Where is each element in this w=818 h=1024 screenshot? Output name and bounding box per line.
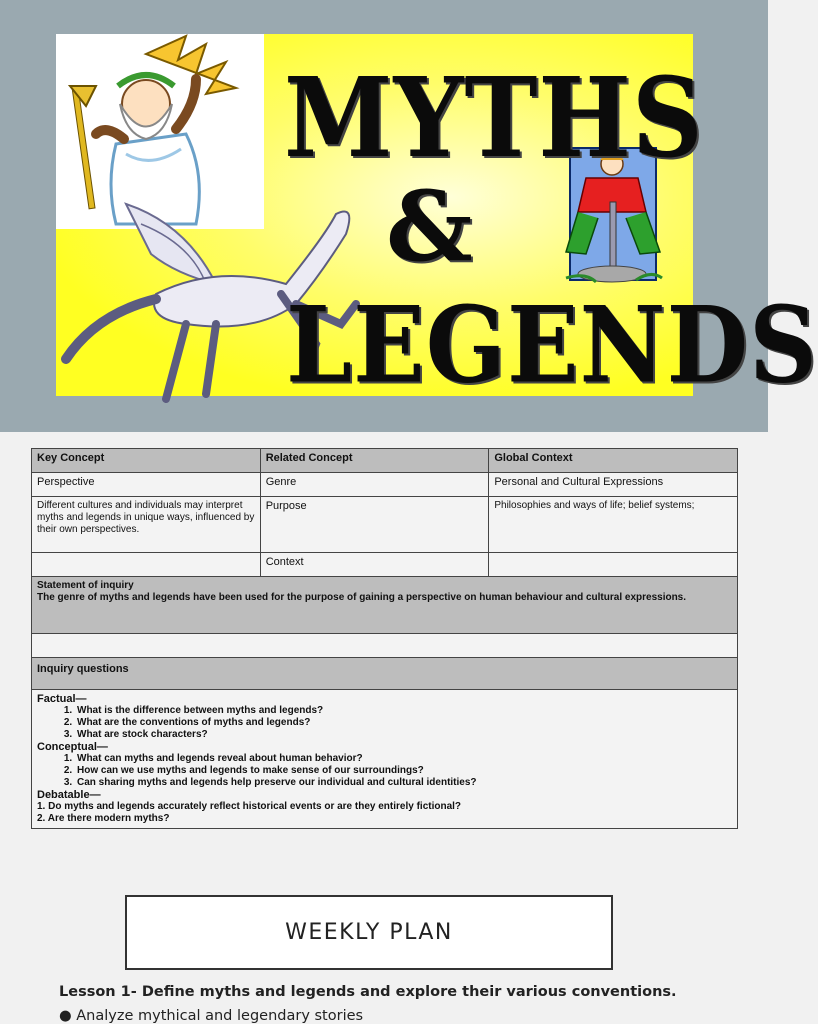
table-cell: Purpose (260, 497, 489, 553)
factual-label: Factual— (37, 693, 87, 705)
table-header-row (32, 449, 738, 473)
table-cell: Context (260, 553, 489, 577)
questions-row (32, 690, 738, 829)
weekly-plan-heading: WEEKLY PLAN (125, 895, 613, 970)
banner-title-ampersand: & (386, 170, 474, 283)
header-related-concept: Related Concept (260, 449, 489, 473)
debatable-label: Debatable— (37, 789, 101, 801)
statement-label: Statement of inquiry (37, 580, 134, 591)
myths-legends-banner (56, 34, 818, 408)
table-cell: Perspective (32, 473, 261, 497)
lesson-1-heading: Lesson 1- Define myths and legends and explore their various conventions. (59, 984, 677, 1000)
table-cell: Genre (260, 473, 489, 497)
list-item: 1. What can myths and legends reveal about human behavior? (75, 753, 732, 765)
table-cell: Different cultures and individuals may interpret myths and legends in unique ways, influenced by their own perspectives. (32, 497, 261, 553)
inquiry-questions-label: Inquiry questions (32, 658, 738, 690)
table-row (32, 497, 738, 553)
table-row (32, 473, 738, 497)
table-cell (32, 553, 261, 577)
list-item: 1. What is the difference between myths and legends? (75, 705, 732, 717)
list-item: 2. What are the conventions of myths and legends? (75, 717, 732, 729)
banner-title-legends: LEGENDS (286, 284, 818, 408)
table-cell: Personal and Cultural Expressions (489, 473, 738, 497)
table-row (32, 553, 738, 577)
conceptual-list (37, 753, 732, 789)
blank-row (32, 634, 738, 658)
lesson-1-bullet: ● Analyze mythical and legendary stories (59, 1008, 364, 1024)
list-item: 2. Are there modern myths? (37, 813, 170, 824)
inquiry-table (31, 448, 738, 829)
list-item: 2. How can we use myths and legends to make sense of our surroundings? (75, 765, 732, 777)
list-item: 3. What are stock characters? (75, 729, 732, 741)
list-item: 1. Do myths and legends accurately reflect historical events or are they entirely fictional? (37, 801, 462, 812)
inquiry-questions-row (32, 658, 738, 690)
table-cell (489, 553, 738, 577)
header-key-concept: Key Concept (32, 449, 261, 473)
table-cell: Philosophies and ways of life; belief systems; (489, 497, 738, 553)
statement-of-inquiry-row (32, 577, 738, 634)
banner-title-myths: MYTHS (284, 54, 704, 183)
list-item: 3. Can sharing myths and legends help preserve our individual and cultural identities? (75, 777, 732, 789)
conceptual-label: Conceptual— (37, 741, 108, 753)
statement-text: The genre of myths and legends have been used for the purpose of gaining a perspective on human behaviour and cultural expressions. (37, 592, 687, 603)
header-global-context: Global Context (489, 449, 738, 473)
factual-list (37, 705, 732, 741)
